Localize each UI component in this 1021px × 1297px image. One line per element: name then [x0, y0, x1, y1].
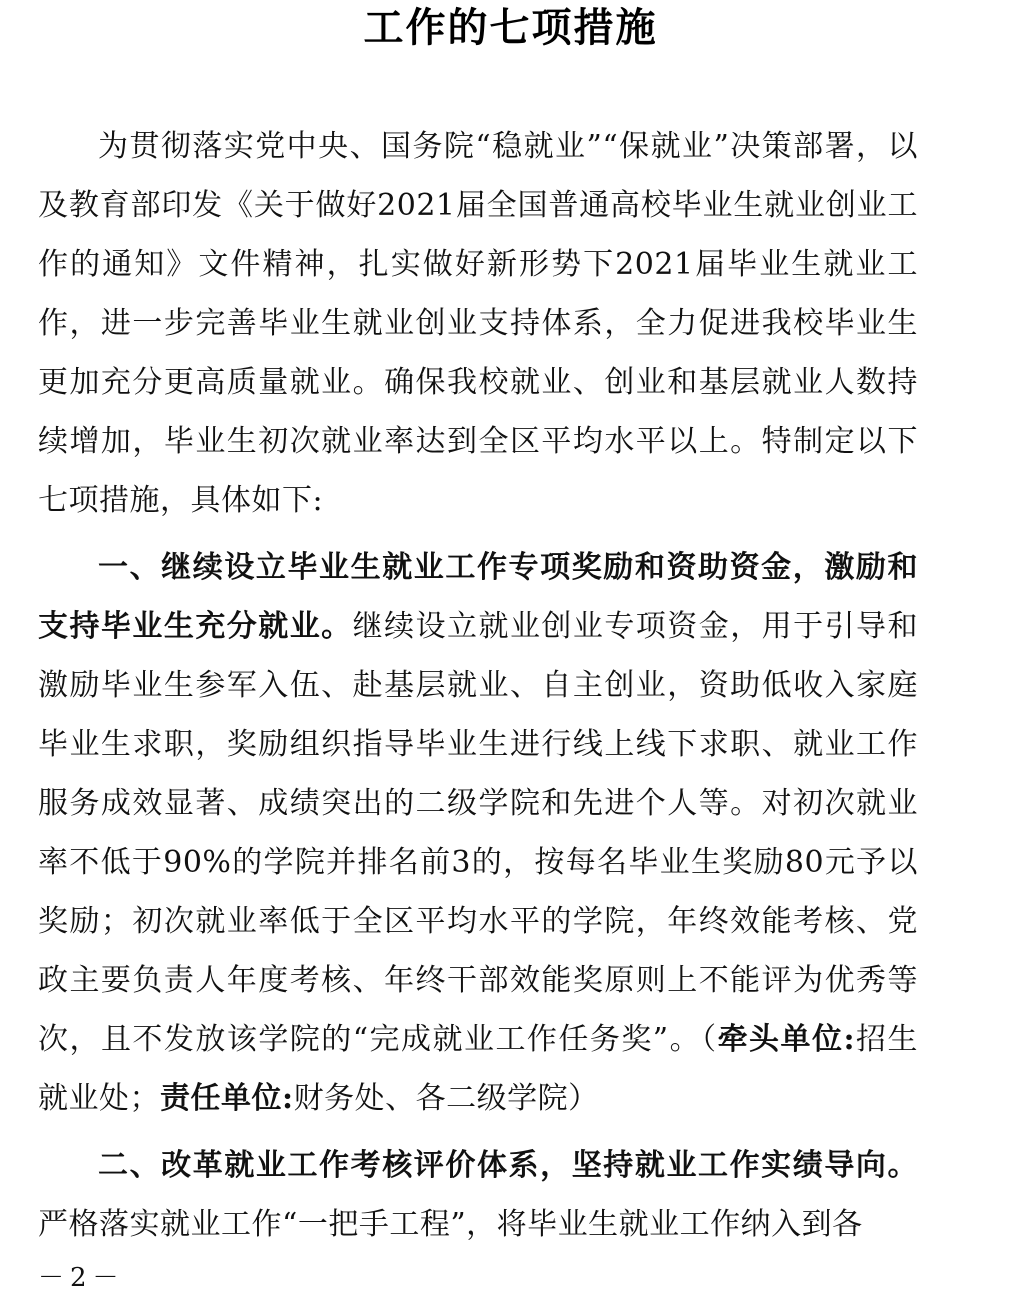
section-1-body: 继续设立就业创业专项资金，用于引导和激励毕业生参军入伍、赴基层就业、自主创业，资助低收入家庭毕业生求职，奖励组织指导毕业生进行线上线下求职、就业工作服务成效显著、成绩突出的二级学院和先进个人等。对初次就业率不低于90%的学院并排名前3的，按每名毕业生奖励80元予以奖励；初次就业率低于全区平均水平的学院，年终效能考核、党政主要负责人年度考核、年终干部效能奖原则上不能评为优秀等次，且不发放该学院的“完成就业工作任务奖”。（: [38, 609, 919, 1057]
responsible-unit-label: 责任单位:: [160, 1081, 294, 1116]
section-1-heading: 一、继续设立毕业生就业工作专项奖励和资助资金，激励和支持毕业生充分就业。: [38, 550, 918, 644]
document-title: 工作的七项措施: [363, 4, 658, 51]
intro-paragraph: [38, 117, 918, 530]
responsible-unit-value: 财务处、各二级学院）: [293, 1081, 599, 1116]
lead-unit-value: 招生就业处；: [38, 1022, 918, 1116]
intro-text: 为贯彻落实党中央、国务院“稳就业”“保就业”决策部署，以及教育部印发《关于做好2021届全国普通高校毕业生就业创业工作的通知》文件精神，扎实做好新形势下2021届毕业生就业工作，进一步完善毕业生就业创业支持体系，全力促进我校毕业生更加充分更高质量就业。确保我校就业、创业和基层就业人数持续增加，毕业生初次就业率达到全区平均水平以上。特制定以下七项措施，具体如下:: [38, 129, 918, 518]
section-2-paragraph: [38, 1136, 918, 1254]
page-number: －2－: [38, 1263, 125, 1293]
section-2-body: 严格落实就业工作“一把手工程”，将毕业生就业工作纳入到各: [38, 1207, 863, 1242]
lead-unit-label: 牵头单位:: [717, 1022, 856, 1057]
section-1-paragraph: [38, 538, 918, 1128]
section-2-heading: 二、改革就业工作考核评价体系，坚持就业工作实绩导向。: [98, 1148, 918, 1183]
